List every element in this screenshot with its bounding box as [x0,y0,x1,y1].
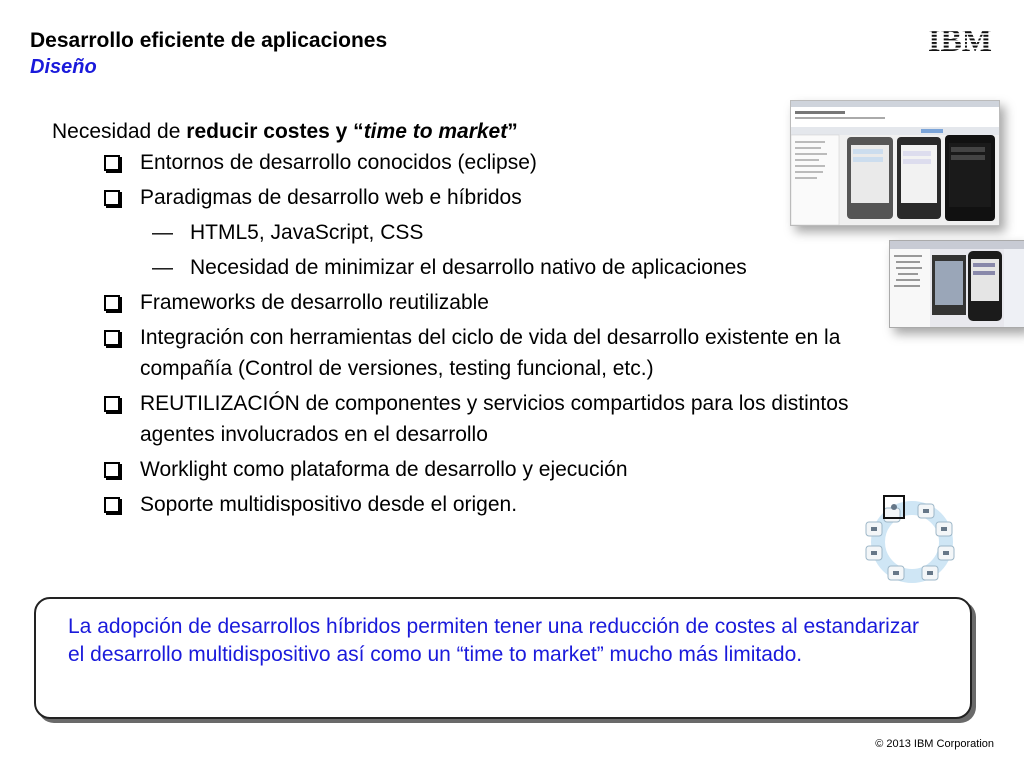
checkbox-bullet-icon [104,396,120,412]
ide-screenshot [889,240,1024,328]
checkbox-bullet-icon [104,330,120,346]
summary-callout-box [34,597,972,719]
sub-bullet-item: — HTML5, JavaScript, CSS [52,217,912,248]
simulator-screenshot [790,100,1000,226]
intro-prefix: Necesidad de [52,120,187,143]
dash-bullet: — [152,256,173,279]
bullet-item: Soporte multidispositivo desde el origen. [52,489,912,520]
copyright-footer: © 2013 IBM Corporation [875,738,994,750]
slide-subtitle: Diseño [30,56,97,78]
bullet-list [52,116,912,524]
bullet-item: Integración con herramientas del ciclo de vida del desarrollo existente en la compañía (Control de versiones, testing funcional, etc.) [52,322,912,384]
checkbox-bullet-icon [104,497,120,513]
bullet-item: REUTILIZACIÓN de componentes y servicios compartidos para los distintos agentes involucrados en el desarrollo [52,388,912,450]
logo-text: IBM [928,24,992,54]
intro-line [52,116,912,147]
intro-bold: reducir costes y “ [186,120,364,143]
checkbox-bullet-icon [104,155,120,171]
bullet-item: Worklight como plataforma de desarrollo y ejecución [52,454,912,485]
checkbox-bullet-icon [104,462,120,478]
dash-bullet: — [152,221,173,244]
bullet-item: Entornos de desarrollo conocidos (eclipse) [52,147,912,178]
callout-text: La adopción de desarrollos híbridos permiten tener una reducción de costes al estandarizar el desarrollo multidispositivo así como un “time to market” mucho más limitado. [68,615,920,666]
intro-bold-italic: time to market [363,120,508,143]
bullet-item: Paradigmas de desarrollo web e híbridos [52,182,912,213]
slide-title: Desarrollo eficiente de aplicaciones [30,29,388,52]
ibm-logo [924,24,996,54]
bullet-item: Frameworks de desarrollo reutilizable [52,287,912,318]
checkbox-bullet-icon [104,295,120,311]
sub-bullet-item: — Necesidad de minimizar el desarrollo nativo de aplicaciones [52,252,912,283]
intro-suffix: ” [507,120,518,143]
lifecycle-wheel-diagram [862,494,962,586]
checkbox-bullet-icon [104,190,120,206]
